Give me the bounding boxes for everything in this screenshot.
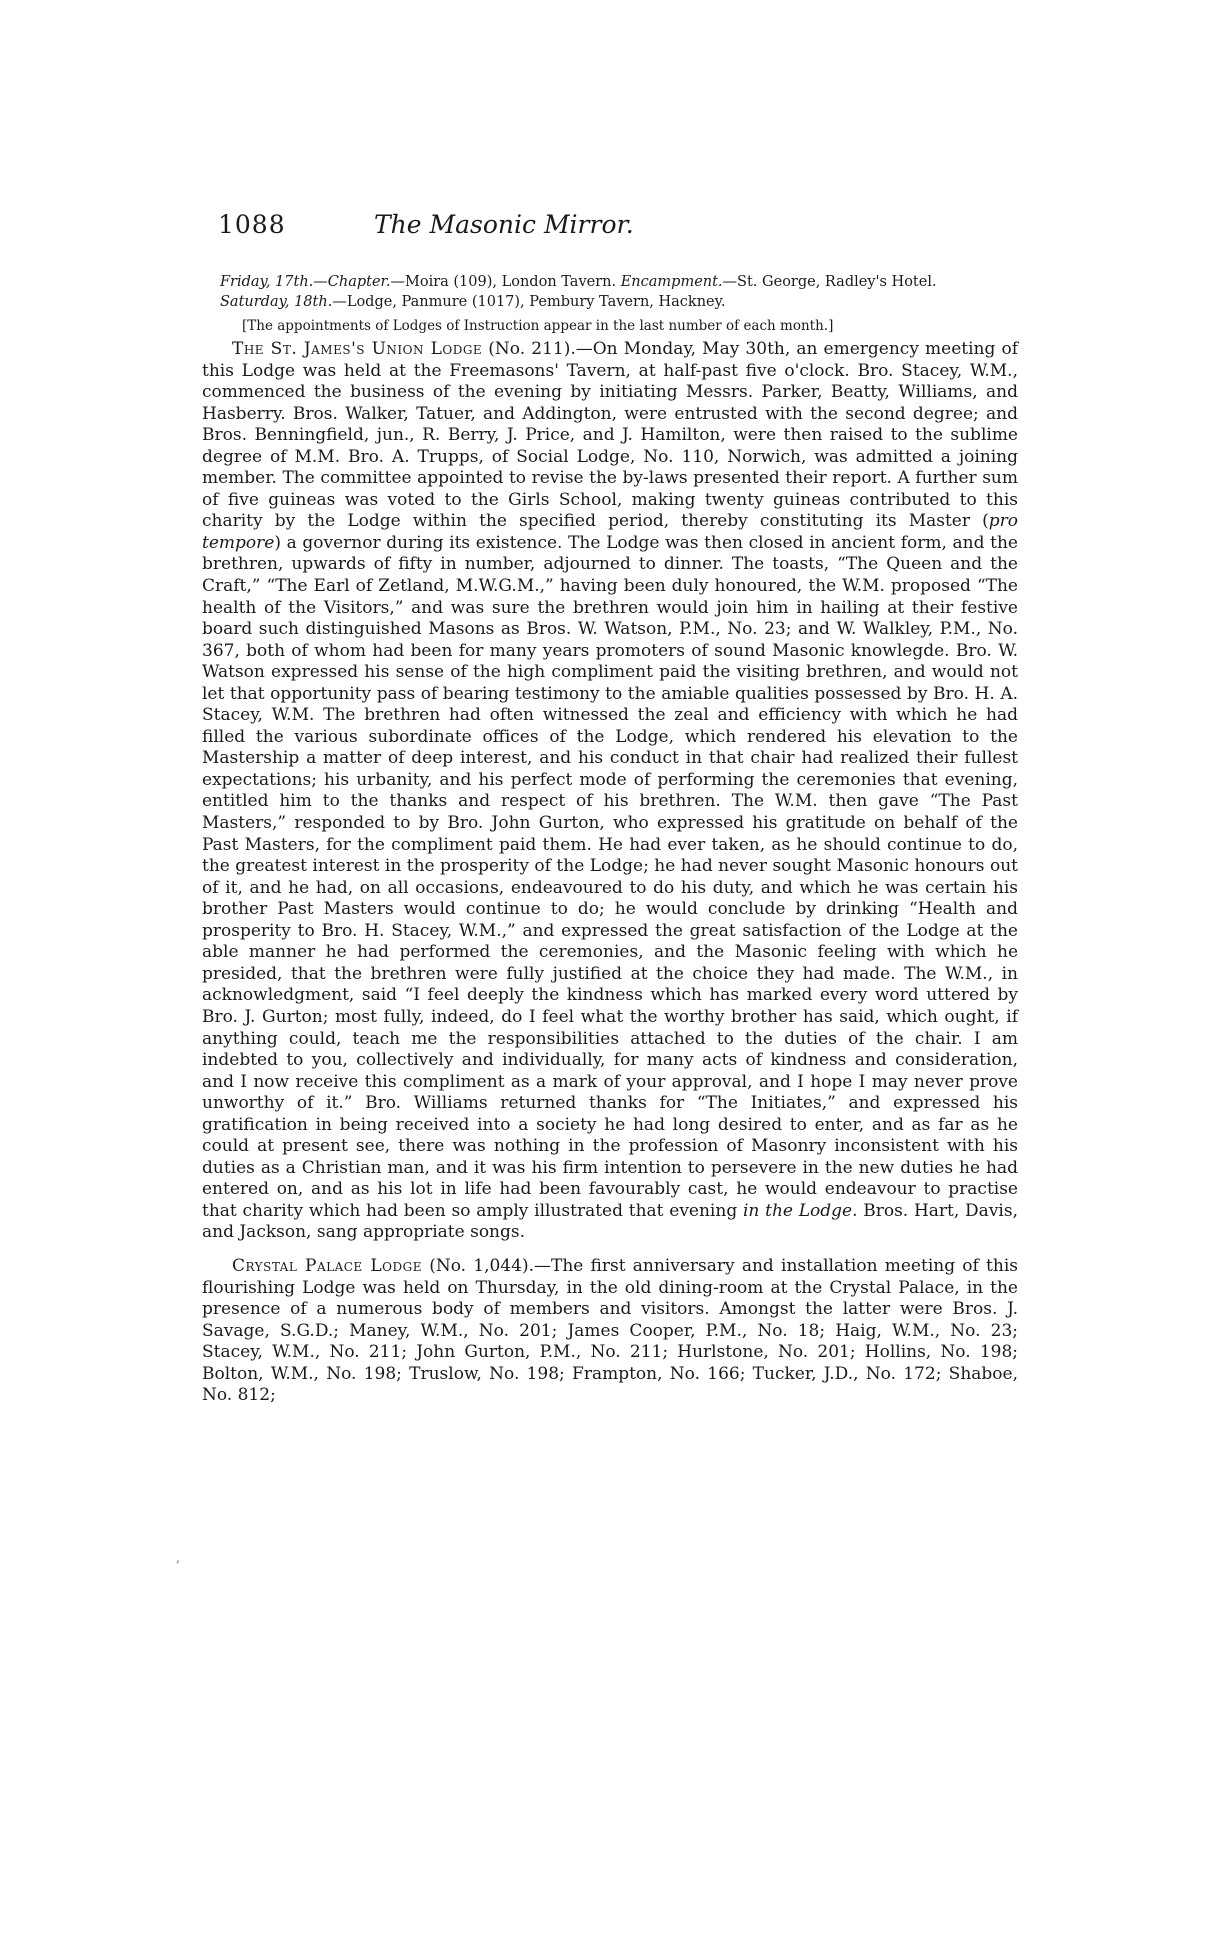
friday-chapter-text: Moira (109), London Tavern. <box>405 274 617 290</box>
margin-mark: ‚ <box>176 1551 180 1565</box>
page-number: 1088 <box>218 210 286 239</box>
friday-encampment-label: Encampment. <box>620 274 723 290</box>
article-body-part-2: ) a governor during its existence. The Lodge was then closed in ancient form, and the brethren, upwards of fifty in number, adjourned to dinner. The toasts, “The Queen and the Craft,” “The Earl of Zetland, M.W.G.M.,” having been duly honoured, the W.M. proposed “The health of the Visitors,” and was sure the brethren would join him in hailing at their festive board such distinguished Masons as Bros. W. Watson, P.M., No. 23; and W. Walkley, P.M., No. 367, both of whom had been for many years promoters of sound Masonic knowlegde. Bro. W. Watson expressed his sense of the high compliment paid the visiting brethren, and would not let that opportunity pass of bearing testimony to the amiable qualities possessed by Bro. H. A. Stacey, W.M. The brethren had often witnessed the zeal and efficiency with which he had filled the various subordinate offices of the Lodge, which rendered his elevation to the Mastership a matter of deep interest, and his conduct in that chair had realized their fullest expectations; his urbanity, and his perfect mode of performing the ceremonies that evening, entitled him to the thanks and respect of his brethren. The W.M. then gave “The Past Masters,” responded to by Bro. John Gurton, who expressed his gratitude on behalf of the Past Masters, for the compliment paid them. He had ever taken, as he should continue to do, the greatest interest in the prosperity of the Lodge; he had never sought Masonic honours out of it, and he had, on all occasions, endeavoured to do his duty, and which he was certain his brother Past Masters would continue to do; he would conclude by drinking “Health and prosperity to Bro. H. Stacey, W.M.,” and expressed the great satisfaction of the Lodge at the able manner he had performed the ceremonies, and the Masonic feeling with which he presided, that the brethren were fully justified at the choice they had made. The W.M., in acknowledgment, said “I feel deeply the kindness which has marked every word uttered by Bro. J. Gurton; most fully, indeed, do I feel what the worthy brother has said, which ought, if anything could, teach me the responsibilities attached to the duties of the chair. I am indebted to you, collectively and individually, for many acts of kindness and consideration, and I now receive this compliment as a mark of your approval, and I hope I may never prove unworthy of it.” Bro. Williams returned thanks for “The Initiates,” and expressed his gratification in being received into a society he had long desired to enter, and as far as he could at present see, there was nothing in the profession of Masonry inconsistent with his duties as a Christian man, and it was his firm intention to persevere in the new duties he had entered on, and as his lot in life had been favourably cast, he would endeavour to practise that charity which had been so amply illustrated that evening <box>202 532 1018 1221</box>
friday-encampment-text: St. George, Radley's Hotel. <box>737 274 937 290</box>
schedule-saturday: Saturday, 18th.—Lodge, Panmure (1017), Pembury Tavern, Hackney. <box>220 294 726 310</box>
page-header <box>218 210 1018 250</box>
pro-tempore: pro tempore <box>202 511 1018 553</box>
article-body-part-1: On Monday, May 30th, an emergency meeting of this Lodge was held at the Freemasons' Tavern, at half-past five o'clock. Bro. Stacey, W.M., commenced the business of the evening by initiating Messrs. Parker, Beatty, Williams, and Hasberry. Bros. Walker, Tatuer, and Addington, were entrusted with the second degree; and Bros. Benningfield, jun., R. Berry, J. Price, and J. Hamilton, were then raised to the sublime degree of M.M. Bro. A. Trupps, of Social Lodge, No. 110, Norwich, was admitted a joining member. The committee appointed to revise the by-laws presented their report. A further sum of five guineas was voted to the Girls School, making twenty guineas contributed to this charity by the Lodge within the specified period, thereby constituting its Master ( <box>202 339 1018 532</box>
running-title: The Masonic Mirror. <box>374 210 634 239</box>
article-heading-number: (No. 1,044). <box>429 1255 534 1276</box>
article-body-part-3: Bros. Hart, Davis, and Jackson, sang appropriate songs. <box>202 1200 1018 1243</box>
article-heading-number: (No. 211). <box>488 339 576 359</box>
saturday-day: Saturday, 18th. <box>220 294 333 310</box>
instruction-notice: [The appointments of Lodges of Instruction appear in the last number of each month.] <box>242 318 834 334</box>
article-st-james-union-lodge: The St. James's Union Lodge (No. 211).—On Monday, May 30th, an emergency meeting of this Lodge was held at the Freemasons' Tavern, at half-past five o'clock. Bro. Stacey, W.M., commenced the business of the evening by initiating Messrs. Parker, Beatty, Williams, and Hasberry. Bros. Walker, Tatuer, and Addington, were entrusted with the second degree; and Bros. Benningfield, jun., R. Berry, J. Price, and J. Hamilton, were then raised to the sublime degree of M.M. Bro. A. Trupps, of Social Lodge, No. 110, Norwich, was admitted a joining member. The committee appointed to revise the by-laws presented their report. A further sum of five guineas was voted to the Girls School, making twenty guineas contributed to this charity by the Lodge within the specified period, thereby constituting its Master (pro tempore) a governor during its existence. The Lodge was then closed in ancient form, and the brethren, upwards of fifty in number, adjourned to dinner. The toasts, “The Queen and the Craft,” “The Earl of Zetland, M.W.G.M.,” having been duly honoured, the W.M. proposed “The health of the Visitors,” and was sure the brethren would join him in hailing at their festive board such distinguished Masons as Bros. W. Watson, P.M., No. 23; and W. Walkley, P.M., No. 367, both of whom had been for many years promoters of sound Masonic knowlegde. Bro. W. Watson expressed his sense of the high compliment paid the visiting brethren, and would not let that opportunity pass of bearing testimony to the amiable qualities possessed by Bro. H. A. Stacey, W.M. The brethren had often witnessed the zeal and efficiency with which he had filled the various subordinate offices of the Lodge, which rendered his elevation to the Mastership a matter of deep interest, and his conduct in that chair had realized their fullest expectations; his urbanity, and his perfect mode of performing the ceremonies that evening, entitled him to the thanks and respect of his brethren. The W.M. then gave “The Past Masters,” responded to by Bro. John Gurton, who expressed his gratitude on behalf of the Past Masters, for the compliment paid them. He had ever taken, as he should continue to do, the greatest interest in the prosperity of the Lodge; he had never sought Masonic honours out of it, and he had, on all occasions, endeavoured to do his duty, and which he was certain his brother Past Masters would continue to do; he would conclude by drinking “Health and prosperity to Bro. H. Stacey, W.M.,” and expressed the great satisfaction of the Lodge at the able manner he had performed the ceremonies, and the Masonic feeling with which he presided, that the brethren were fully justified at the choice they had made. The W.M., in acknowledgment, said “I feel deeply the kindness which has marked every word uttered by Bro. J. Gurton; most fully, indeed, do I feel what the worthy brother has said, which ought, if anything could, teach me the responsibilities attached to the duties of the chair. I am indebted to you, collectively and individually, for many acts of kindness and consideration, and I now receive this compliment as a mark of your approval, and I hope I may never prove unworthy of it.” Bro. Williams returned thanks for “The Initiates,” and expressed his gratification in being received into a society he had long desired to enter, and as far as he could at present see, there was nothing in the profession of Masonry inconsistent with his duties as a Christian man, and it was his firm intention to persevere in the new duties he had entered on, and as his lot in life had been favourably cast, he would endeavour to practise that charity which had been so amply illustrated that evening in the Lodge. Bros. Hart, Davis, and Jackson, sang appropriate songs. <box>202 339 1018 1243</box>
friday-day: Friday, 17th. <box>220 274 314 290</box>
saturday-text: Lodge, Panmure (1017), Pembury Tavern, Hackney. <box>346 294 726 310</box>
schedule-friday: Friday, 17th.—Chapter.—Moira (109), London Tavern. Encampment.—St. George, Radley's Hotel. <box>220 274 937 290</box>
friday-chapter-label: Chapter. <box>327 274 391 290</box>
in-the-lodge: in the Lodge. <box>742 1200 858 1221</box>
article-heading: Crystal Palace Lodge <box>232 1255 422 1276</box>
article-body: The first anniversary and installation meeting of this flourishing Lodge was held on Thursday, in the old dining-room at the Crystal Palace, in the presence of a numerous body of members and visitors. Amongst the latter were Bros. J. Savage, S.G.D.; Maney, W.M., No. 201; James Cooper, P.M., No. 18; Haig, W.M., No. 23; Stacey, W.M., No. 211; John Gurton, P.M., No. 211; Hurlstone, No. 201; Hollins, No. 198; Bolton, W.M., No. 198; Truslow, No. 198; Frampton, No. 166; Tucker, J.D., No. 172; Shaboe, No. 812; <box>202 1255 1018 1406</box>
article-heading: The St. James's Union Lodge <box>232 339 483 359</box>
page-body <box>202 272 1018 1407</box>
article-crystal-palace-lodge: Crystal Palace Lodge (No. 1,044).—The first anniversary and installation meeting of this flourishing Lodge was held on Thursday, in the old dining-room at the Crystal Palace, in the presence of a numerous body of members and visitors. Amongst the latter were Bros. J. Savage, S.G.D.; Maney, W.M., No. 201; James Cooper, P.M., No. 18; Haig, W.M., No. 23; Stacey, W.M., No. 211; John Gurton, P.M., No. 211; Hurlstone, No. 201; Hollins, No. 198; Bolton, W.M., No. 198; Truslow, No. 198; Frampton, No. 166; Tucker, J.D., No. 172; Shaboe, No. 812; <box>202 1255 1018 1406</box>
